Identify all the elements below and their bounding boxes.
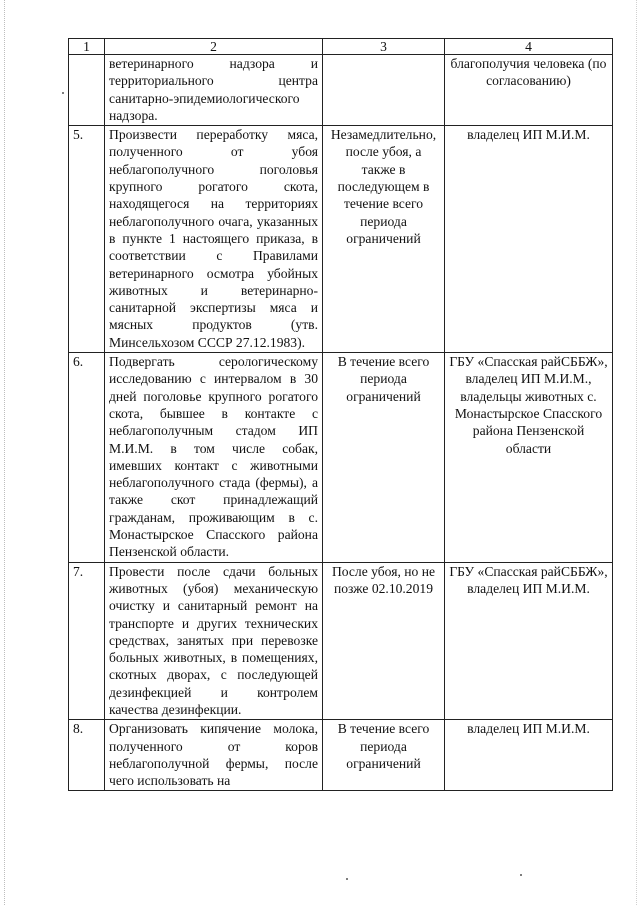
scan-speck [520,874,522,876]
column-number-header: 2 [105,39,323,55]
column-number-header: 3 [323,39,445,55]
row-term: В течение всего периода ограничений [323,353,445,563]
column-number-header: 1 [69,39,105,55]
row-action: Организовать кипячение молока, полученного от коров неблагополучной фермы, после чего использовать на [105,720,323,791]
row-term: Незамедлительно, после убоя, а также в последующем в течение всего периода ограничений [323,126,445,353]
row-term [323,55,445,126]
measures-table [68,38,613,791]
row-responsible: владелец ИП М.И.М. [445,126,613,353]
row-responsible: благополучия человека (по согласованию) [445,55,613,126]
row-number: 5. [69,126,105,353]
row-number: 7. [69,562,105,720]
row-responsible: владелец ИП М.И.М. [445,720,613,791]
row-responsible: ГБУ «Спасская райСББЖ», владелец ИП М.И.М., владельцы животных с. Монастырское Спасского района Пензенской области [445,353,613,563]
row-action: Провести после сдачи больных животных (убоя) механическую очистку и санитарный ремонт на транспорте и других технических средствах, занятых при перевозке больных животных, в помещениях, скотных дворах, с последующей дезинфекцией и контролем качества дезинфекции. [105,562,323,720]
row-action: Произвести переработку мяса, полученного от убоя неблагополучного поголовья крупного рогатого скота, находящегося на территориях неблагополучного очага, указанных в пункте 1 настоящего приказа, в соответствии с Правилами ветеринарного осмотра убойных животных и ветеринарно-санитарной экспертизы мяса и мясных продуктов (утв. Минсельхозом СССР 27.12.1983). [105,126,323,353]
column-number-header: 4 [445,39,613,55]
row-action: Подвергать серологическому исследованию с интервалом в 30 дней поголовье крупного рогатого скота, бывшее в контакте с неблагополучным стадом ИП М.И.М. в том числе собак, имевших контакт с животными неблагополучного стада (фермы), а также скот принадлежащий гражданам, проживающим в с. Монастырское Спасского района Пензенской области. [105,353,323,563]
row-term: В течение всего периода ограничений [323,720,445,791]
table-row [69,562,613,720]
row-action: ветеринарного надзора и территориального центра санитарно-эпидемиологического надзора. [105,55,323,126]
scan-right-edge [636,0,637,905]
scan-left-edge [4,0,5,905]
table-row [69,126,613,353]
row-number: 6. [69,353,105,563]
scan-speck [346,878,348,880]
table-header-row [69,39,613,55]
table-row [69,720,613,791]
row-number: 8. [69,720,105,791]
row-term: После убоя, но не позже 02.10.2019 [323,562,445,720]
row-number [69,55,105,126]
row-responsible: ГБУ «Спасская райСББЖ», владелец ИП М.И.М. [445,562,613,720]
table-row [69,353,613,563]
table-row [69,55,613,126]
scan-speck [62,92,64,94]
